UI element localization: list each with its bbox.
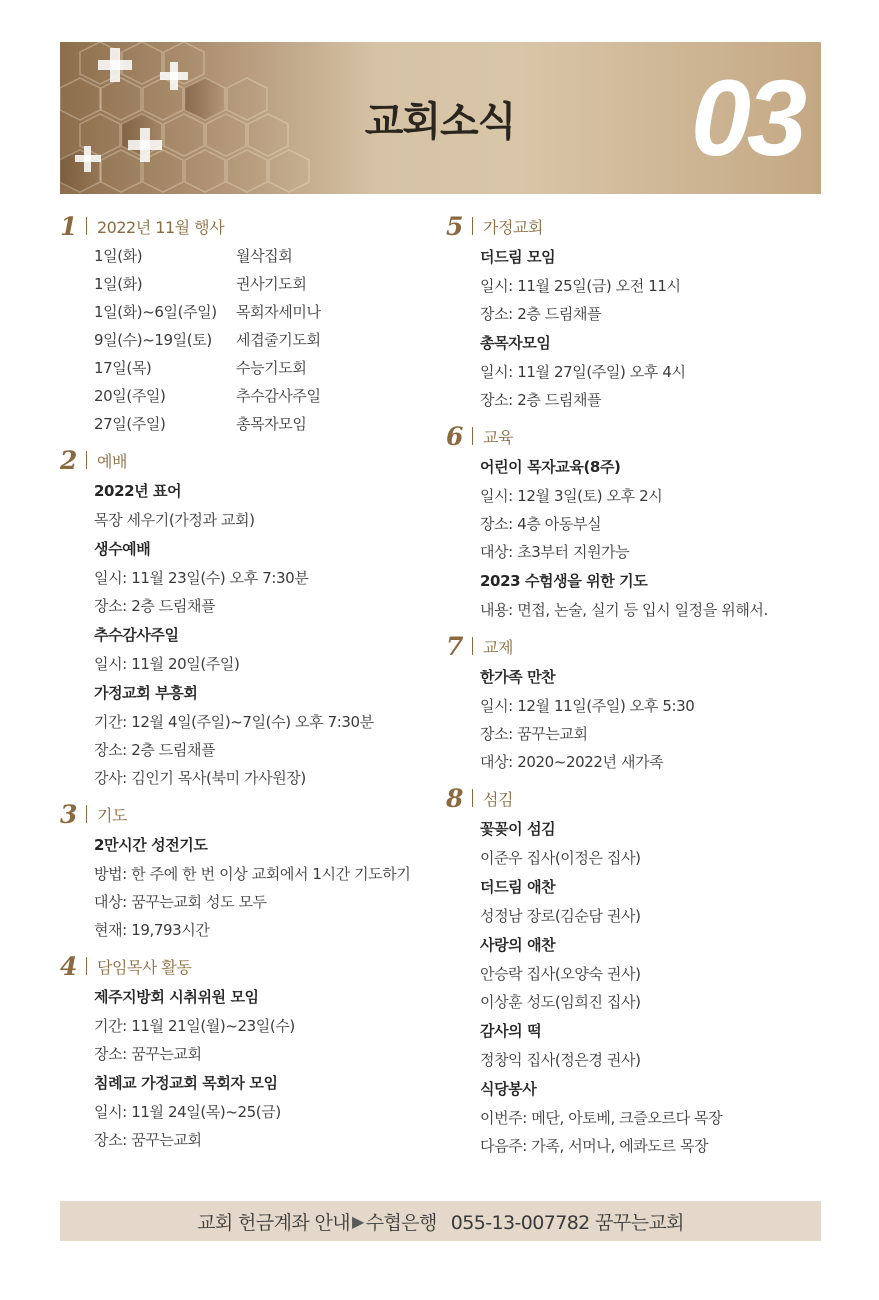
item-line: 이상훈 성도(임희진 집사) bbox=[480, 993, 641, 1011]
item-line: 대상: 초3부터 지원가능 bbox=[480, 543, 630, 561]
section-education bbox=[446, 420, 846, 624]
bank-name: 수협은행 bbox=[365, 1211, 437, 1234]
divider bbox=[86, 805, 87, 823]
section-title: 예배 bbox=[97, 451, 127, 471]
header-banner bbox=[60, 42, 821, 194]
item-line: 내용: 면접, 논술, 실기 등 입시 일정을 위해서. bbox=[480, 601, 768, 619]
section-number: 1 bbox=[60, 211, 78, 241]
item-subtitle: 2022년 표어 bbox=[94, 482, 182, 500]
event-row bbox=[94, 270, 430, 298]
section-title: 담임목사 활동 bbox=[97, 957, 192, 977]
item-line: 기간: 11월 21일(월)~23일(수) bbox=[94, 1017, 295, 1035]
divider bbox=[472, 789, 473, 807]
divider bbox=[86, 957, 87, 975]
section-title: 가정교회 bbox=[483, 217, 543, 237]
item-line: 다음주: 가족, 서머나, 에콰도르 목장 bbox=[480, 1137, 709, 1155]
item-line: 일시: 11월 23일(수) 오후 7:30분 bbox=[94, 569, 309, 587]
item-line: 장소: 꿈꾸는교회 bbox=[94, 1131, 202, 1149]
item-line: 목장 세우기(가정과 교회) bbox=[94, 511, 255, 529]
section-title: 섬김 bbox=[483, 789, 513, 809]
event-name: 권사기도회 bbox=[236, 275, 307, 293]
event-row bbox=[94, 354, 430, 382]
item-line: 장소: 2층 드림채플 bbox=[480, 391, 602, 409]
divider bbox=[86, 217, 87, 235]
section-title: 기도 bbox=[97, 805, 127, 825]
event-name: 수능기도회 bbox=[236, 359, 307, 377]
item-line: 일시: 12월 3일(토) 오후 2시 bbox=[480, 487, 663, 505]
page-number: 03 bbox=[690, 57, 803, 178]
event-name: 세겹줄기도회 bbox=[236, 331, 321, 349]
section-fellowship bbox=[446, 630, 846, 776]
section-title: 교육 bbox=[483, 427, 513, 447]
divider bbox=[472, 427, 473, 445]
section-worship bbox=[60, 444, 430, 792]
item-line: 이준우 집사(이정은 집사) bbox=[480, 849, 641, 867]
section-service bbox=[446, 782, 846, 1160]
event-row bbox=[94, 410, 430, 438]
item-line: 대상: 꿈꾸는교회 성도 모두 bbox=[94, 893, 267, 911]
right-column bbox=[446, 210, 846, 1166]
event-row bbox=[94, 298, 430, 326]
item-line: 이번주: 메단, 아토베, 크즐오르다 목장 bbox=[480, 1109, 723, 1127]
event-date: 20일(주일) bbox=[94, 387, 166, 405]
item-subtitle: 생수예배 bbox=[94, 540, 151, 558]
item-line: 방법: 한 주에 한 번 이상 교회에서 1시간 기도하기 bbox=[94, 865, 411, 883]
item-line: 현재: 19,793시간 bbox=[94, 921, 210, 939]
section-number: 5 bbox=[446, 211, 464, 241]
item-line: 정창익 집사(정은경 권사) bbox=[480, 1051, 641, 1069]
event-date: 1일(화) bbox=[94, 275, 143, 293]
event-name: 월삭집회 bbox=[236, 247, 293, 265]
event-name: 목회자세미나 bbox=[236, 303, 321, 321]
item-line: 안승락 집사(오양숙 권사) bbox=[480, 965, 641, 983]
event-date: 17일(목) bbox=[94, 359, 152, 377]
section-title: 2022년 11월 행사 bbox=[97, 217, 225, 237]
section-number: 2 bbox=[60, 445, 78, 475]
event-row bbox=[94, 326, 430, 354]
item-line: 일시: 12월 11일(주일) 오후 5:30 bbox=[480, 697, 695, 715]
event-row bbox=[94, 242, 430, 270]
item-subtitle: 어린이 목자교육(8주) bbox=[480, 458, 621, 476]
item-line: 장소: 2층 드림채플 bbox=[480, 305, 602, 323]
divider bbox=[472, 217, 473, 235]
item-subtitle: 제주지방회 시취위원 모임 bbox=[94, 988, 259, 1006]
divider bbox=[86, 451, 87, 469]
event-name: 총목자모임 bbox=[236, 415, 307, 433]
offering-account-footer bbox=[60, 1201, 821, 1241]
item-subtitle: 감사의 떡 bbox=[480, 1022, 542, 1040]
event-date: 9일(수)~19일(토) bbox=[94, 331, 212, 349]
item-subtitle: 2만시간 성전기도 bbox=[94, 836, 208, 854]
item-subtitle: 더드림 모임 bbox=[480, 248, 556, 266]
item-line: 성정남 장로(김순담 권사) bbox=[480, 907, 641, 925]
section-title: 교제 bbox=[483, 637, 513, 657]
event-name: 추수감사주일 bbox=[236, 387, 321, 405]
item-line: 일시: 11월 27일(주일) 오후 4시 bbox=[480, 363, 686, 381]
section-pastor-activities bbox=[60, 950, 430, 1154]
item-line: 일시: 11월 20일(주일) bbox=[94, 655, 240, 673]
item-subtitle: 한가족 만찬 bbox=[480, 668, 556, 686]
section-number: 3 bbox=[60, 799, 78, 829]
item-subtitle: 식당봉사 bbox=[480, 1080, 537, 1098]
item-line: 장소: 꿈꾸는교회 bbox=[94, 1045, 202, 1063]
section-house-church bbox=[446, 210, 846, 414]
item-line: 장소: 2층 드림채플 bbox=[94, 741, 216, 759]
item-line: 장소: 4층 아동부실 bbox=[480, 515, 602, 533]
item-line: 장소: 2층 드림채플 bbox=[94, 597, 216, 615]
item-subtitle: 총목자모임 bbox=[480, 334, 551, 352]
page-title: 교회소식 bbox=[364, 99, 516, 145]
footer-label: 교회 헌금계좌 안내 bbox=[197, 1211, 351, 1234]
item-subtitle: 사랑의 애찬 bbox=[480, 936, 556, 954]
section-number: 6 bbox=[446, 421, 464, 451]
item-subtitle: 더드림 애찬 bbox=[480, 878, 556, 896]
item-line: 장소: 꿈꾸는교회 bbox=[480, 725, 588, 743]
event-date: 1일(화)~6일(주일) bbox=[94, 303, 217, 321]
event-date: 1일(화) bbox=[94, 247, 143, 265]
arrow-right-icon: ▶ bbox=[352, 1211, 364, 1231]
section-number: 8 bbox=[446, 783, 464, 813]
item-line: 강사: 김인기 목사(북미 가사원장) bbox=[94, 769, 306, 787]
item-subtitle: 꽃꽂이 섬김 bbox=[480, 820, 556, 838]
item-line: 기간: 12월 4일(주일)~7일(수) 오후 7:30분 bbox=[94, 713, 374, 731]
item-line: 일시: 11월 24일(목)~25(금) bbox=[94, 1103, 281, 1121]
left-column bbox=[60, 210, 430, 1160]
divider bbox=[472, 637, 473, 655]
item-line: 대상: 2020~2022년 새가족 bbox=[480, 753, 664, 771]
item-subtitle: 가정교회 부흥회 bbox=[94, 684, 198, 702]
item-subtitle: 침례교 가정교회 목회자 모임 bbox=[94, 1074, 278, 1092]
section-number: 4 bbox=[60, 951, 78, 981]
section-events bbox=[60, 210, 430, 438]
section-number: 7 bbox=[446, 631, 464, 661]
item-subtitle: 추수감사주일 bbox=[94, 626, 179, 644]
account-number: 055-13-007782 꿈꾸는교회 bbox=[450, 1211, 684, 1234]
event-row bbox=[94, 382, 430, 410]
item-subtitle: 2023 수험생을 위한 기도 bbox=[480, 572, 648, 590]
item-line: 일시: 11월 25일(금) 오전 11시 bbox=[480, 277, 681, 295]
section-prayer bbox=[60, 798, 430, 944]
event-date: 27일(주일) bbox=[94, 415, 166, 433]
